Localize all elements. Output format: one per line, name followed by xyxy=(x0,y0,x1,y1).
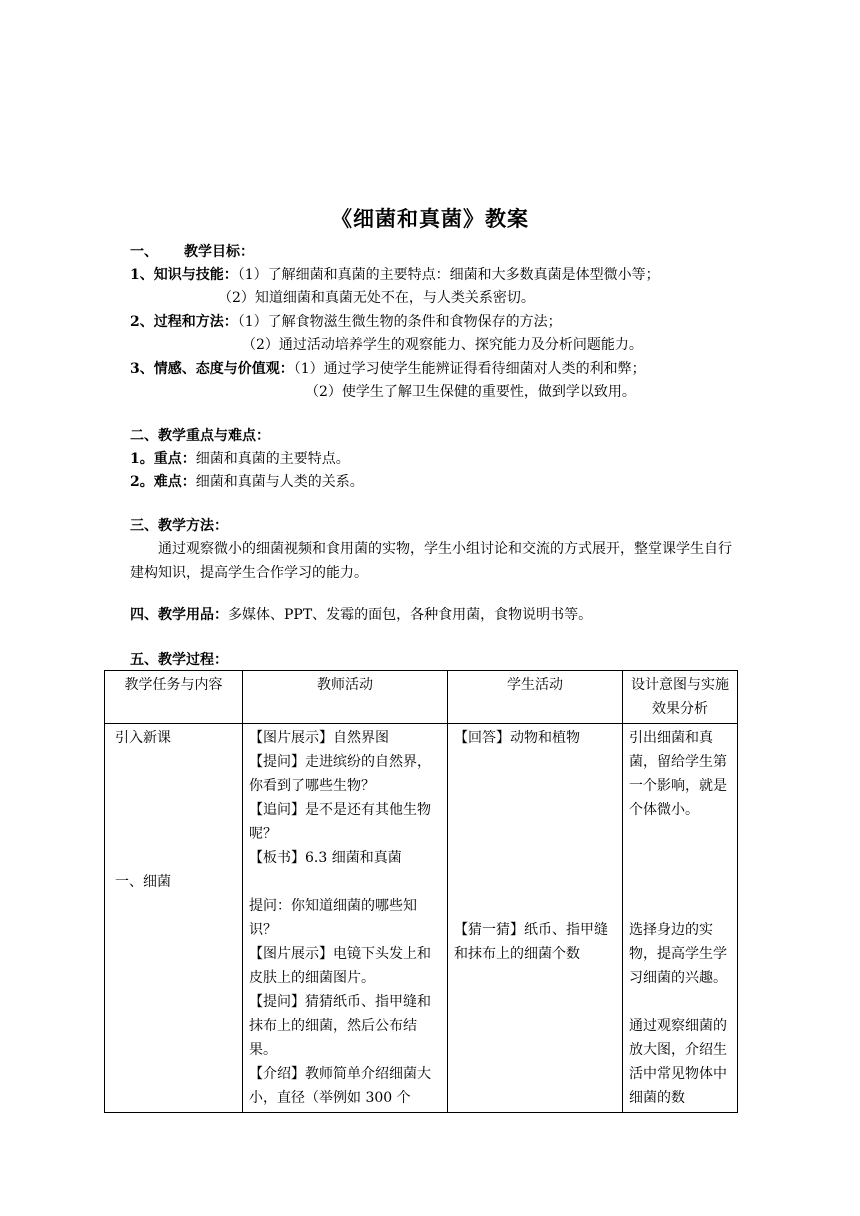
header-design: 设计意图与实施效果分析 xyxy=(623,671,738,724)
goal-2-line-1: （1）了解食物滋生微生物的条件和食物保存的方法； xyxy=(237,314,562,330)
goal-3 xyxy=(130,359,646,379)
task-bacteria: 一、细菌 xyxy=(115,874,171,890)
difficult-point-text: 细菌和真菌与人类的关系。 xyxy=(195,474,364,490)
section-4-heading: 四、教学用品： xyxy=(130,607,228,623)
section-1-heading xyxy=(130,242,254,262)
goal-1-line-2: （2）知道细菌和真菌无处不在，与人类关系密切。 xyxy=(218,290,535,306)
student-item-2: 【猜一猜】纸币、指甲缝和抹布上的细菌个数 xyxy=(454,922,608,962)
student-item-1: 【回答】动物和植物 xyxy=(454,730,580,746)
method-paragraph: 通过观察微小的细菌视频和食用菌的实物，学生小组讨论和交流的方式展开，整堂课学生自行建构知识，提高学生合作学习的能力。 xyxy=(130,541,732,581)
design-item-3: 通过观察细菌的放大图，介绍生活中常见物体中细菌的数 xyxy=(629,1018,727,1106)
key-point-label: 1。重点： xyxy=(130,451,196,467)
teacher-cell xyxy=(243,724,448,1113)
goal-3-line-1: （1）通过学习使学生能辨证得看待细菌对人类的利和弊； xyxy=(293,361,646,377)
teacher-item-7: 【提问】猜猜纸币、指甲缝和抹布上的细菌，然后公布结果。 xyxy=(249,994,431,1058)
student-cell xyxy=(448,724,623,1113)
section-1-number: 一、 xyxy=(130,244,158,260)
difficult-point xyxy=(130,472,364,492)
section-5-heading: 五、教学过程： xyxy=(130,652,228,668)
key-point xyxy=(130,449,350,469)
goal-1 xyxy=(130,265,660,285)
table-header-row xyxy=(105,671,738,724)
task-intro: 引入新课 xyxy=(115,730,171,746)
section-4 xyxy=(130,605,592,625)
teacher-item-6: 【图片展示】电镜下头发上和皮肤上的细菌图片。 xyxy=(249,946,431,986)
teacher-item-1: 【图片展示】自然界图 xyxy=(249,730,389,746)
goal-1-line-1: （1）了解细菌和真菌的主要特点：细菌和大多数真菌是体型微小等； xyxy=(237,267,660,283)
goal-2-line-2: （2）通过活动培养学生的观察能力、探究能力及分析问题能力。 xyxy=(242,337,643,353)
teacher-item-3: 【追问】是不是还有其他生物呢？ xyxy=(249,802,431,842)
teacher-item-4: 【板书】6.3 细菌和真菌 xyxy=(249,850,402,866)
key-point-text: 细菌和真菌的主要特点。 xyxy=(195,451,350,467)
design-item-2: 选择身边的实物，提高学生学习细菌的兴趣。 xyxy=(629,922,727,986)
design-item-1: 引出细菌和真菌，留给学生第一个影响，就是个体微小。 xyxy=(629,730,727,818)
header-student: 学生活动 xyxy=(448,671,623,724)
section-1-title: 教学目标： xyxy=(184,244,254,260)
process-table xyxy=(104,670,738,1113)
goal-1-label: 1、知识与技能： xyxy=(130,267,238,283)
section-2-heading: 二、教学重点与难点： xyxy=(130,428,270,444)
section-4-text: 多媒体、PPT、发霉的面包，各种食用菌，食物说明书等。 xyxy=(228,607,593,623)
design-cell xyxy=(623,724,738,1113)
goal-2-label: 2、过程和方法： xyxy=(130,314,238,330)
goal-2 xyxy=(130,312,562,332)
difficult-point-label: 2。难点： xyxy=(130,474,196,490)
goal-3-line-2: （2）使学生了解卫生保健的重要性，做到学以致用。 xyxy=(305,384,636,400)
goal-3-label: 3、情感、态度与价值观： xyxy=(130,361,294,377)
table-row xyxy=(105,724,738,1113)
section-3-heading: 三、教学方法： xyxy=(130,518,228,534)
header-teacher: 教师活动 xyxy=(243,671,448,724)
teacher-item-2: 【提问】走进缤纷的自然界，你看到了哪些生物？ xyxy=(249,754,431,794)
teacher-item-5: 提问：你知道细菌的哪些知识？ xyxy=(249,898,417,938)
teacher-item-8: 【介绍】教师简单介绍细菌大小，直径（举例如 300 个 xyxy=(249,1066,431,1106)
header-task: 教学任务与内容 xyxy=(105,671,243,724)
task-cell xyxy=(105,724,243,1113)
document-title: 《细菌和真菌》教案 xyxy=(331,206,529,231)
